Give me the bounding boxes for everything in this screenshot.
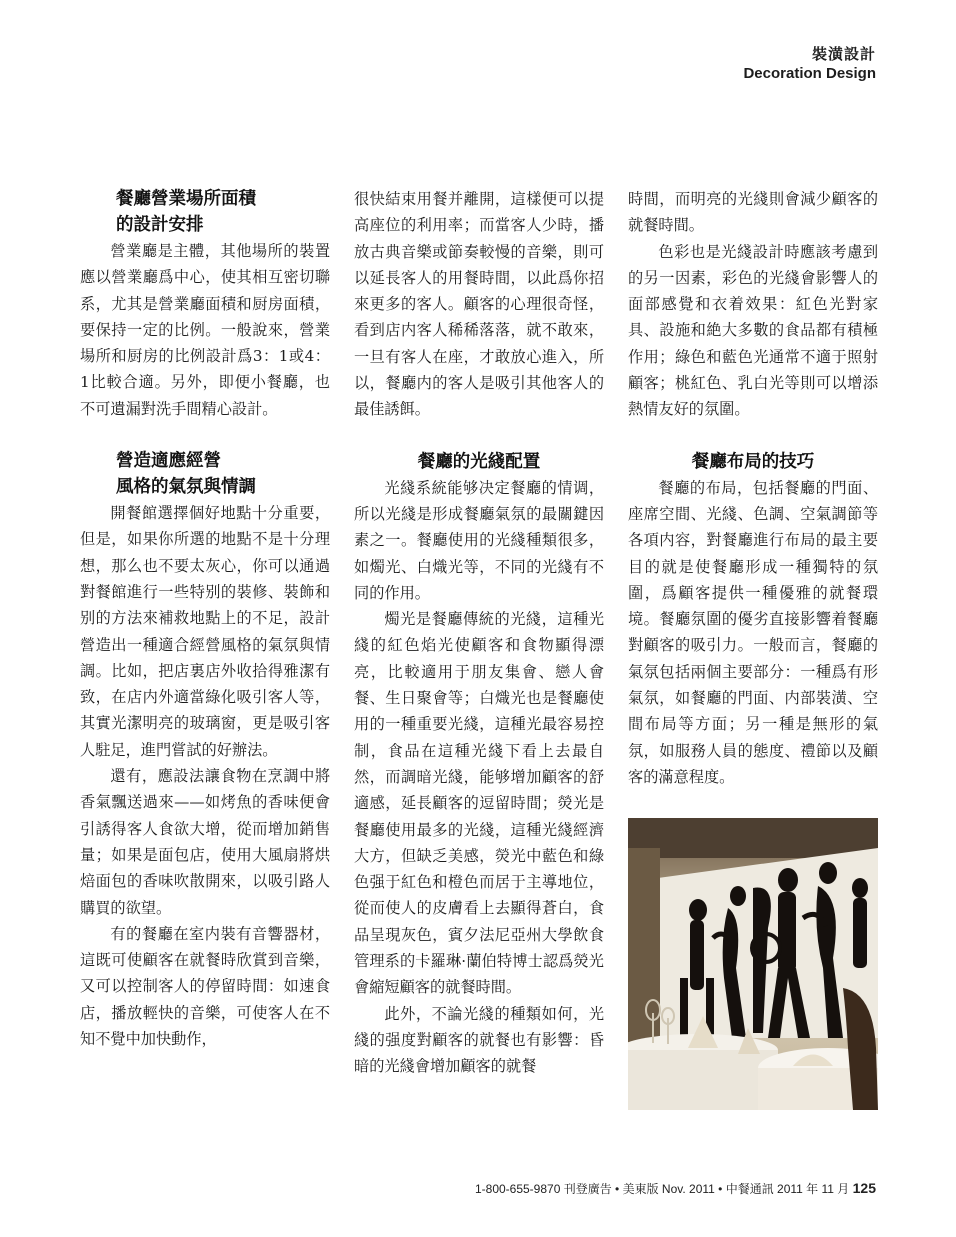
paragraph: 開餐館選擇個好地點十分重要，但是，如果你所選的地點不是十分理想，那么也不要太灰心，你可以通過對餐館進行一些特别的裝修、裝飾和别的方法來補救地點上的不足，設計營造出一種適合經營風格的氣氛與情調。比如，把店裏店外收拾得雅潔有致，在店内外適當綠化吸引客人等，其實光潔明亮的玻璃窗，更是吸引客人駐足，進門嘗試的好辦法。 [80, 504, 330, 759]
footer-text: 1-800-655-9870 刊登廣告 • 美東版 Nov. 2011 • 中餐通訊 2011 年 11 月 [474, 1182, 850, 1196]
article-column-3 [628, 186, 878, 790]
paragraph: 很快結束用餐并離開，這樣便可以提高座位的利用率；而當客人少時，播放古典音樂或節奏較慢的音樂，則可以延長客人的用餐時間，以此爲你招來更多的客人。顧客的心理很奇怪，看到店内客人稀稀落落，就不敢來，一旦有客人在座，才敢放心進入，所以，餐廳内的客人是吸引其他客人的最佳誘餌。 [354, 190, 604, 419]
article-column-2 [354, 186, 604, 1080]
section-title-en: Decoration Design [743, 65, 876, 83]
restaurant-photo [628, 818, 878, 1110]
paragraph: 此外，不論光綫的種類如何，光綫的强度對顧客的就餐也有影響：昏暗的光綫會增加顧客的就餐 [354, 1004, 604, 1076]
section-title-zh: 裝潢設計 [811, 45, 876, 63]
section-heading: 餐廳營業場所面積 的設計安排 [116, 189, 256, 235]
section-heading: 餐廳布局的技巧 [691, 451, 815, 472]
paragraph: 色彩也是光綫設計時應該考慮到的另一因素，彩色的光綫會影響人的面部感覺和衣着效果：紅色光對家具、設施和絶大多數的食品都有積極作用；綠色和藍色光通常不適于照射顧客；桃紅色、乳白光等則可以增添熱情友好的氛圍。 [628, 242, 878, 419]
paragraph: 營業廳是主體，其他場所的裝置應以營業廳爲中心，使其相互密切聯系，尤其是營業廳面積和厨房面積，要保持一定的比例。一般說來，營業場所和厨房的比例設計爲3：1或4：1比較合適。另外，即便小餐廳，也不可遺漏對洗手間精心設計。 [80, 242, 330, 418]
section-header [743, 46, 876, 83]
paragraph: 光綫系統能够决定餐廳的情调，所以光綫是形成餐廳氣氛的最關鍵因素之一。餐廳使用的光綫種類很多，如燭光、白熾光等，不同的光綫有不同的作用。 [354, 478, 604, 602]
paragraph: 有的餐廳在室内裝有音響器材，這既可使顧客在就餐時欣賞到音樂，又可以控制客人的停留時間：如速食店，播放輕快的音樂，可使客人在不知不覺中加快動作， [80, 924, 330, 1049]
paragraph: 燭光是餐廳傳統的光綫，這種光綫的紅色焰光使顧客和食物顯得漂亮，比較適用于朋友集會、戀人會餐、生日聚會等；白熾光也是餐廳使用的一種重要光綫，這種光最容易控制，食品在這種光綫下看上去最自然，而調暗光綫，能够增加顧客的舒適感，延長顧客的逗留時間；熒光是餐廳使用最多的光綫，這種光綫經濟大方，但缺乏美感，熒光中藍色和綠色强于紅色和橙色而居于主導地位，從而使人的皮膚看上去顯得蒼白，食品呈現灰色，賓夕法尼亞州大學飲食管理系的卡羅琳·蘭伯特博士認爲熒光會縮短顧客的就餐時間。 [354, 610, 604, 997]
page-footer [475, 1180, 876, 1197]
paragraph: 餐廳的布局，包括餐廳的門面、座席空間、光綫、色調、空氣調節等各項内容，對餐廳進行布局的最主要目的就是使餐廳形成一種獨特的氛圍，爲顧客提供一種優雅的就餐環境。餐廳氛圍的優劣直接影響着餐廳對顧客的吸引力。一般而言，餐廳的氣氛包括兩個主要部分：一種爲有形氣氛，如餐廳的門面、内部裝潢、空間布局等方面；另一種是無形的氣氛，如服務人員的態度、禮節以及顧客的滿意程度。 [628, 478, 878, 786]
paragraph: 還有，應設法讓食物在烹調中將香氣飄送過來——如烤魚的香味便會引誘得客人食欲大增，從而增加銷售量；如果是面包店，使用大風扇將烘焙面包的香味吹散開來，以吸引路人購買的欲望。 [80, 767, 330, 917]
section-heading: 營造適應經營 風格的氣氛與情調 [116, 451, 256, 498]
section-heading: 餐廳的光綫配置 [417, 451, 541, 472]
paragraph: 時間，而明亮的光綫則會減少顧客的就餐時間。 [628, 190, 878, 235]
page-number: 125 [852, 1180, 876, 1196]
article-column-1 [80, 186, 330, 1052]
